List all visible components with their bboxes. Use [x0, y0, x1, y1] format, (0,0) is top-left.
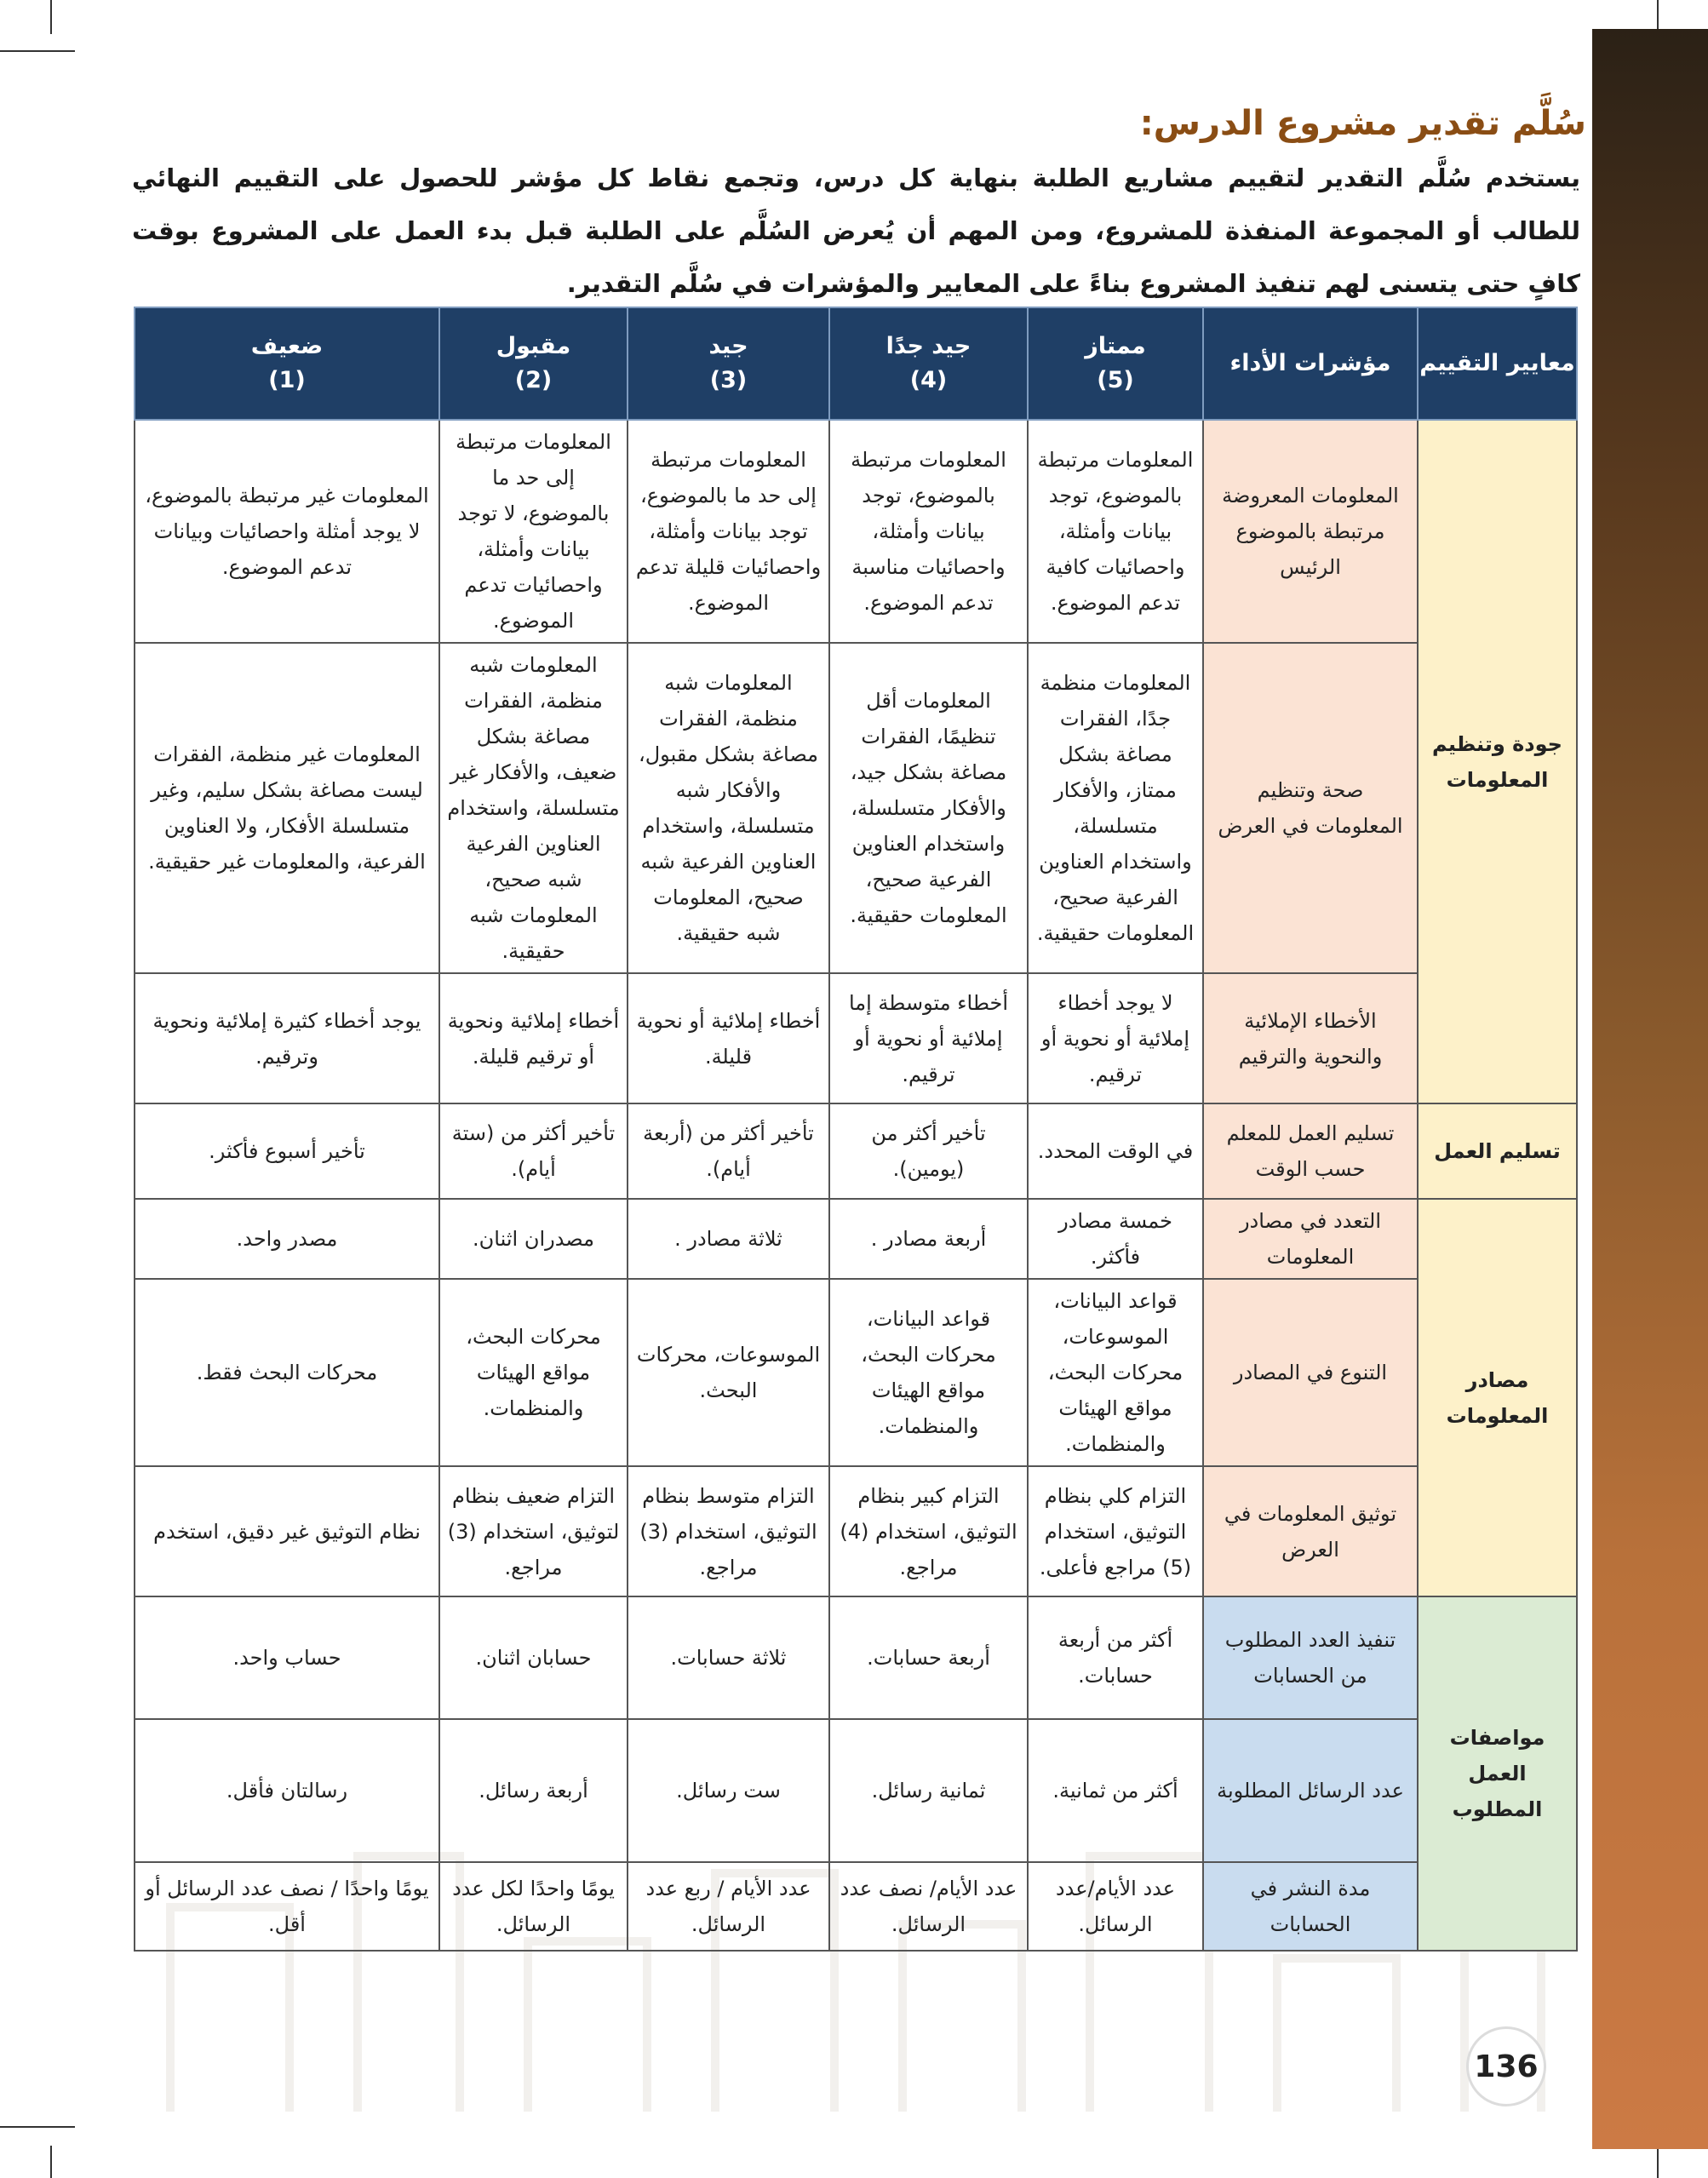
- indicator-cell: تنفيذ العدد المطلوب من الحسابات: [1203, 1596, 1418, 1719]
- level-label: ممتاز: [1085, 333, 1146, 359]
- score-cell: تأخير أكثر من (يومين).: [829, 1103, 1028, 1199]
- score-cell: التزام ضعيف بنظام لتوثيق، استخدام (3) مراجع.: [439, 1466, 628, 1596]
- section-heading: سُلَّم تقدير مشروع الدرس:: [1139, 104, 1586, 143]
- crop-mark: [50, 2146, 52, 2178]
- score-cell: حساب واحد.: [135, 1596, 439, 1719]
- header-weak: [135, 307, 439, 420]
- score-cell: المعلومات مرتبطة إلى حد ما بالموضوع، توجد بيانات وأمثلة، واحصائيات قليلة تدعم الموضوع.: [628, 420, 829, 643]
- score-cell: تأخير أكثر من (ستة أيام).: [439, 1103, 628, 1199]
- indicator-cell: المعلومات المعروضة مرتبطة بالموضوع الرئيس: [1203, 420, 1418, 643]
- score-cell: أكثر من ثمانية.: [1028, 1719, 1203, 1862]
- score-cell: المعلومات غير منظمة، الفقرات ليست مصاغة بشكل سليم، وغير متسلسلة الأفكار، ولا العناوين الفرعية، والمعلومات غير حقيقية.: [135, 643, 439, 973]
- level-label: مقبول: [496, 333, 571, 359]
- score-cell: محركات البحث، مواقع الهيئات والمنظمات.: [439, 1279, 628, 1466]
- table-header-row: [135, 307, 1577, 420]
- score-cell: المعلومات غير مرتبطة بالموضوع، لا يوجد أمثلة واحصائيات وبيانات تدعم الموضوع.: [135, 420, 439, 643]
- table-row: [135, 1466, 1577, 1596]
- score-cell: نظام التوثيق غير دقيق، استخدم: [135, 1466, 439, 1596]
- score-cell: ثمانية رسائل.: [829, 1719, 1028, 1862]
- header-acceptable: [439, 307, 628, 420]
- score-cell: مصدر واحد.: [135, 1199, 439, 1279]
- score-cell: حسابان اثنان.: [439, 1596, 628, 1719]
- header-excellent: [1028, 307, 1203, 420]
- criterion-cell: تسليم العمل: [1418, 1103, 1577, 1199]
- level-label: جيد: [708, 333, 748, 359]
- table-row: [135, 643, 1577, 973]
- score-cell: أربعة رسائل.: [439, 1719, 628, 1862]
- score-cell: المعلومات منظمة جدًا، الفقرات مصاغة بشكل ممتاز، والأفكار متسلسلة، واستخدام العناوين الفرعية صحيح، المعلومات حقيقية.: [1028, 643, 1203, 973]
- header-good: [628, 307, 829, 420]
- score-cell: أربعة حسابات.: [829, 1596, 1028, 1719]
- table-row: [135, 1199, 1577, 1279]
- score-cell: أخطاء إملائية ونحوية أو ترقيم قليلة.: [439, 973, 628, 1103]
- header-indicators: مؤشرات الأداء: [1203, 307, 1418, 420]
- score-cell: يومًا واحدًا / نصف عدد الرسائل أو أقل.: [135, 1862, 439, 1951]
- score-cell: أكثر من أربعة حسابات.: [1028, 1596, 1203, 1719]
- score-cell: التزام متوسط بنظام التوثيق، استخدام (3) مراجع.: [628, 1466, 829, 1596]
- table-row: [135, 1279, 1577, 1466]
- score-cell: محركات البحث فقط.: [135, 1279, 439, 1466]
- header-criteria: معايير التقييم: [1418, 307, 1577, 420]
- score-cell: في الوقت المحدد.: [1028, 1103, 1203, 1199]
- score-cell: أربعة مصادر .: [829, 1199, 1028, 1279]
- score-cell: التزام كلي بنظام التوثيق، استخدام (5) مراجع فأعلى.: [1028, 1466, 1203, 1596]
- indicator-cell: مدة النشر في الحسابات: [1203, 1862, 1418, 1951]
- crop-mark: [50, 0, 52, 34]
- criterion-cell: مواصفات العمل المطلوب: [1418, 1596, 1577, 1951]
- score-cell: أخطاء متوسطة إما إملائية أو نحوية أو ترقيم.: [829, 973, 1028, 1103]
- indicator-cell: عدد الرسائل المطلوبة: [1203, 1719, 1418, 1862]
- level-score: (1): [268, 367, 306, 393]
- table-row: [135, 973, 1577, 1103]
- rubric-table: [134, 307, 1578, 1952]
- score-cell: عدد الأيام/عدد الرسائل.: [1028, 1862, 1203, 1951]
- score-cell: يوجد أخطاء كثيرة إملائية ونحوية وترقيم.: [135, 973, 439, 1103]
- criterion-cell: جودة وتنظيم المعلومات: [1418, 420, 1577, 1103]
- score-cell: المعلومات مرتبطة إلى حد ما بالموضوع، لا توجد بيانات وأمثلة، واحصائيات تدعم الموضوع.: [439, 420, 628, 643]
- indicator-cell: تسليم العمل للمعلم حسب الوقت: [1203, 1103, 1418, 1199]
- score-cell: تأخير أكثر من (أربعة أيام).: [628, 1103, 829, 1199]
- level-label: ضعيف: [250, 333, 324, 359]
- table-row: [135, 1596, 1577, 1719]
- score-cell: يومًا واحدًا لكل عدد الرسائل.: [439, 1862, 628, 1951]
- score-cell: قواعد البيانات، محركات البحث، مواقع الهيئات والمنظمات.: [829, 1279, 1028, 1466]
- score-cell: ثلاثة مصادر .: [628, 1199, 829, 1279]
- score-cell: المعلومات مرتبطة بالموضوع، توجد بيانات وأمثلة، واحصائيات مناسبة تدعم الموضوع.: [829, 420, 1028, 643]
- crop-mark: [0, 50, 75, 52]
- side-decoration-band: [1592, 29, 1708, 2149]
- page-number: 136: [1466, 2026, 1546, 2106]
- score-cell: تأخير أسبوع فأكثر.: [135, 1103, 439, 1199]
- score-cell: المعلومات شبه منظمة، الفقرات مصاغة بشكل مقبول، والأفكار شبه متسلسلة، واستخدام العناوين الفرعية شبه صحيح، المعلومات شبه حقيقية.: [628, 643, 829, 973]
- score-cell: المعلومات أقل تنظيمًا، الفقرات مصاغة بشكل جيد، والأفكار متسلسلة، واستخدام العناوين الفرعية صحيح، المعلومات حقيقية.: [829, 643, 1028, 973]
- crop-mark: [0, 2126, 75, 2128]
- level-score: (5): [1097, 367, 1134, 393]
- score-cell: التزام كبير بنظام التوثيق، استخدام (4) مراجع.: [829, 1466, 1028, 1596]
- indicator-cell: صحة وتنظيم المعلومات في العرض: [1203, 643, 1418, 973]
- score-cell: مصدران اثنان.: [439, 1199, 628, 1279]
- table-row: [135, 1719, 1577, 1862]
- score-cell: ست رسائل.: [628, 1719, 829, 1862]
- indicator-cell: توثيق المعلومات في العرض: [1203, 1466, 1418, 1596]
- crop-mark: [1657, 2146, 1659, 2178]
- intro-paragraph: يستخدم سُلَّم التقدير لتقييم مشاريع الطلبة بنهاية كل درس، وتجمع نقاط كل مؤشر للحصول على التقييم النهائي للطالب أو المجموعة المنفذة للمشروع، ومن المهم أن يُعرض السُلَّم على الطلبة قبل بدء العمل على المشروع بوقت كافٍ حتى يتسنى لهم تنفيذ المشروع بناءً على المعايير والمؤشرات في سُلَّم التقدير.: [132, 163, 1580, 298]
- indicator-cell: التعدد في مصادر المعلومات: [1203, 1199, 1418, 1279]
- level-label: جيد جدًا: [886, 333, 971, 359]
- score-cell: خمسة مصادر فأكثر.: [1028, 1199, 1203, 1279]
- score-cell: عدد الأيام / ربع عدد الرسائل.: [628, 1862, 829, 1951]
- score-cell: ثلاثة حسابات.: [628, 1596, 829, 1719]
- score-cell: المعلومات مرتبطة بالموضوع، توجد بيانات وأمثلة، واحصائيات كافية تدعم الموضوع.: [1028, 420, 1203, 643]
- level-score: (3): [709, 367, 748, 393]
- table-row: [135, 1103, 1577, 1199]
- header-very-good: [829, 307, 1028, 420]
- score-cell: رسالتان فأقل.: [135, 1719, 439, 1862]
- score-cell: قواعد البيانات، الموسوعات، محركات البحث، مواقع الهيئات والمنظمات.: [1028, 1279, 1203, 1466]
- score-cell: لا يوجد أخطاء إملائية أو نحوية أو ترقيم.: [1028, 973, 1203, 1103]
- score-cell: عدد الأيام/ نصف عدد الرسائل.: [829, 1862, 1028, 1951]
- table-row: [135, 1862, 1577, 1951]
- score-cell: المعلومات شبه منظمة، الفقرات مصاغة بشكل ضعيف، والأفكار غير متسلسلة، واستخدام العناوين الفرعية شبه صحيح، المعلومات شبه حقيقية.: [439, 643, 628, 973]
- score-cell: الموسوعات، محركات البحث.: [628, 1279, 829, 1466]
- table-row: [135, 420, 1577, 643]
- indicator-cell: الأخطاء الإملائية والنحوية والترقيم: [1203, 973, 1418, 1103]
- level-score: (4): [909, 367, 948, 393]
- score-cell: أخطاء إملائية أو نحوية قليلة.: [628, 973, 829, 1103]
- criterion-cell: مصادر المعلومات: [1418, 1199, 1577, 1596]
- level-score: (2): [514, 367, 553, 393]
- indicator-cell: التنوع في المصادر: [1203, 1279, 1418, 1466]
